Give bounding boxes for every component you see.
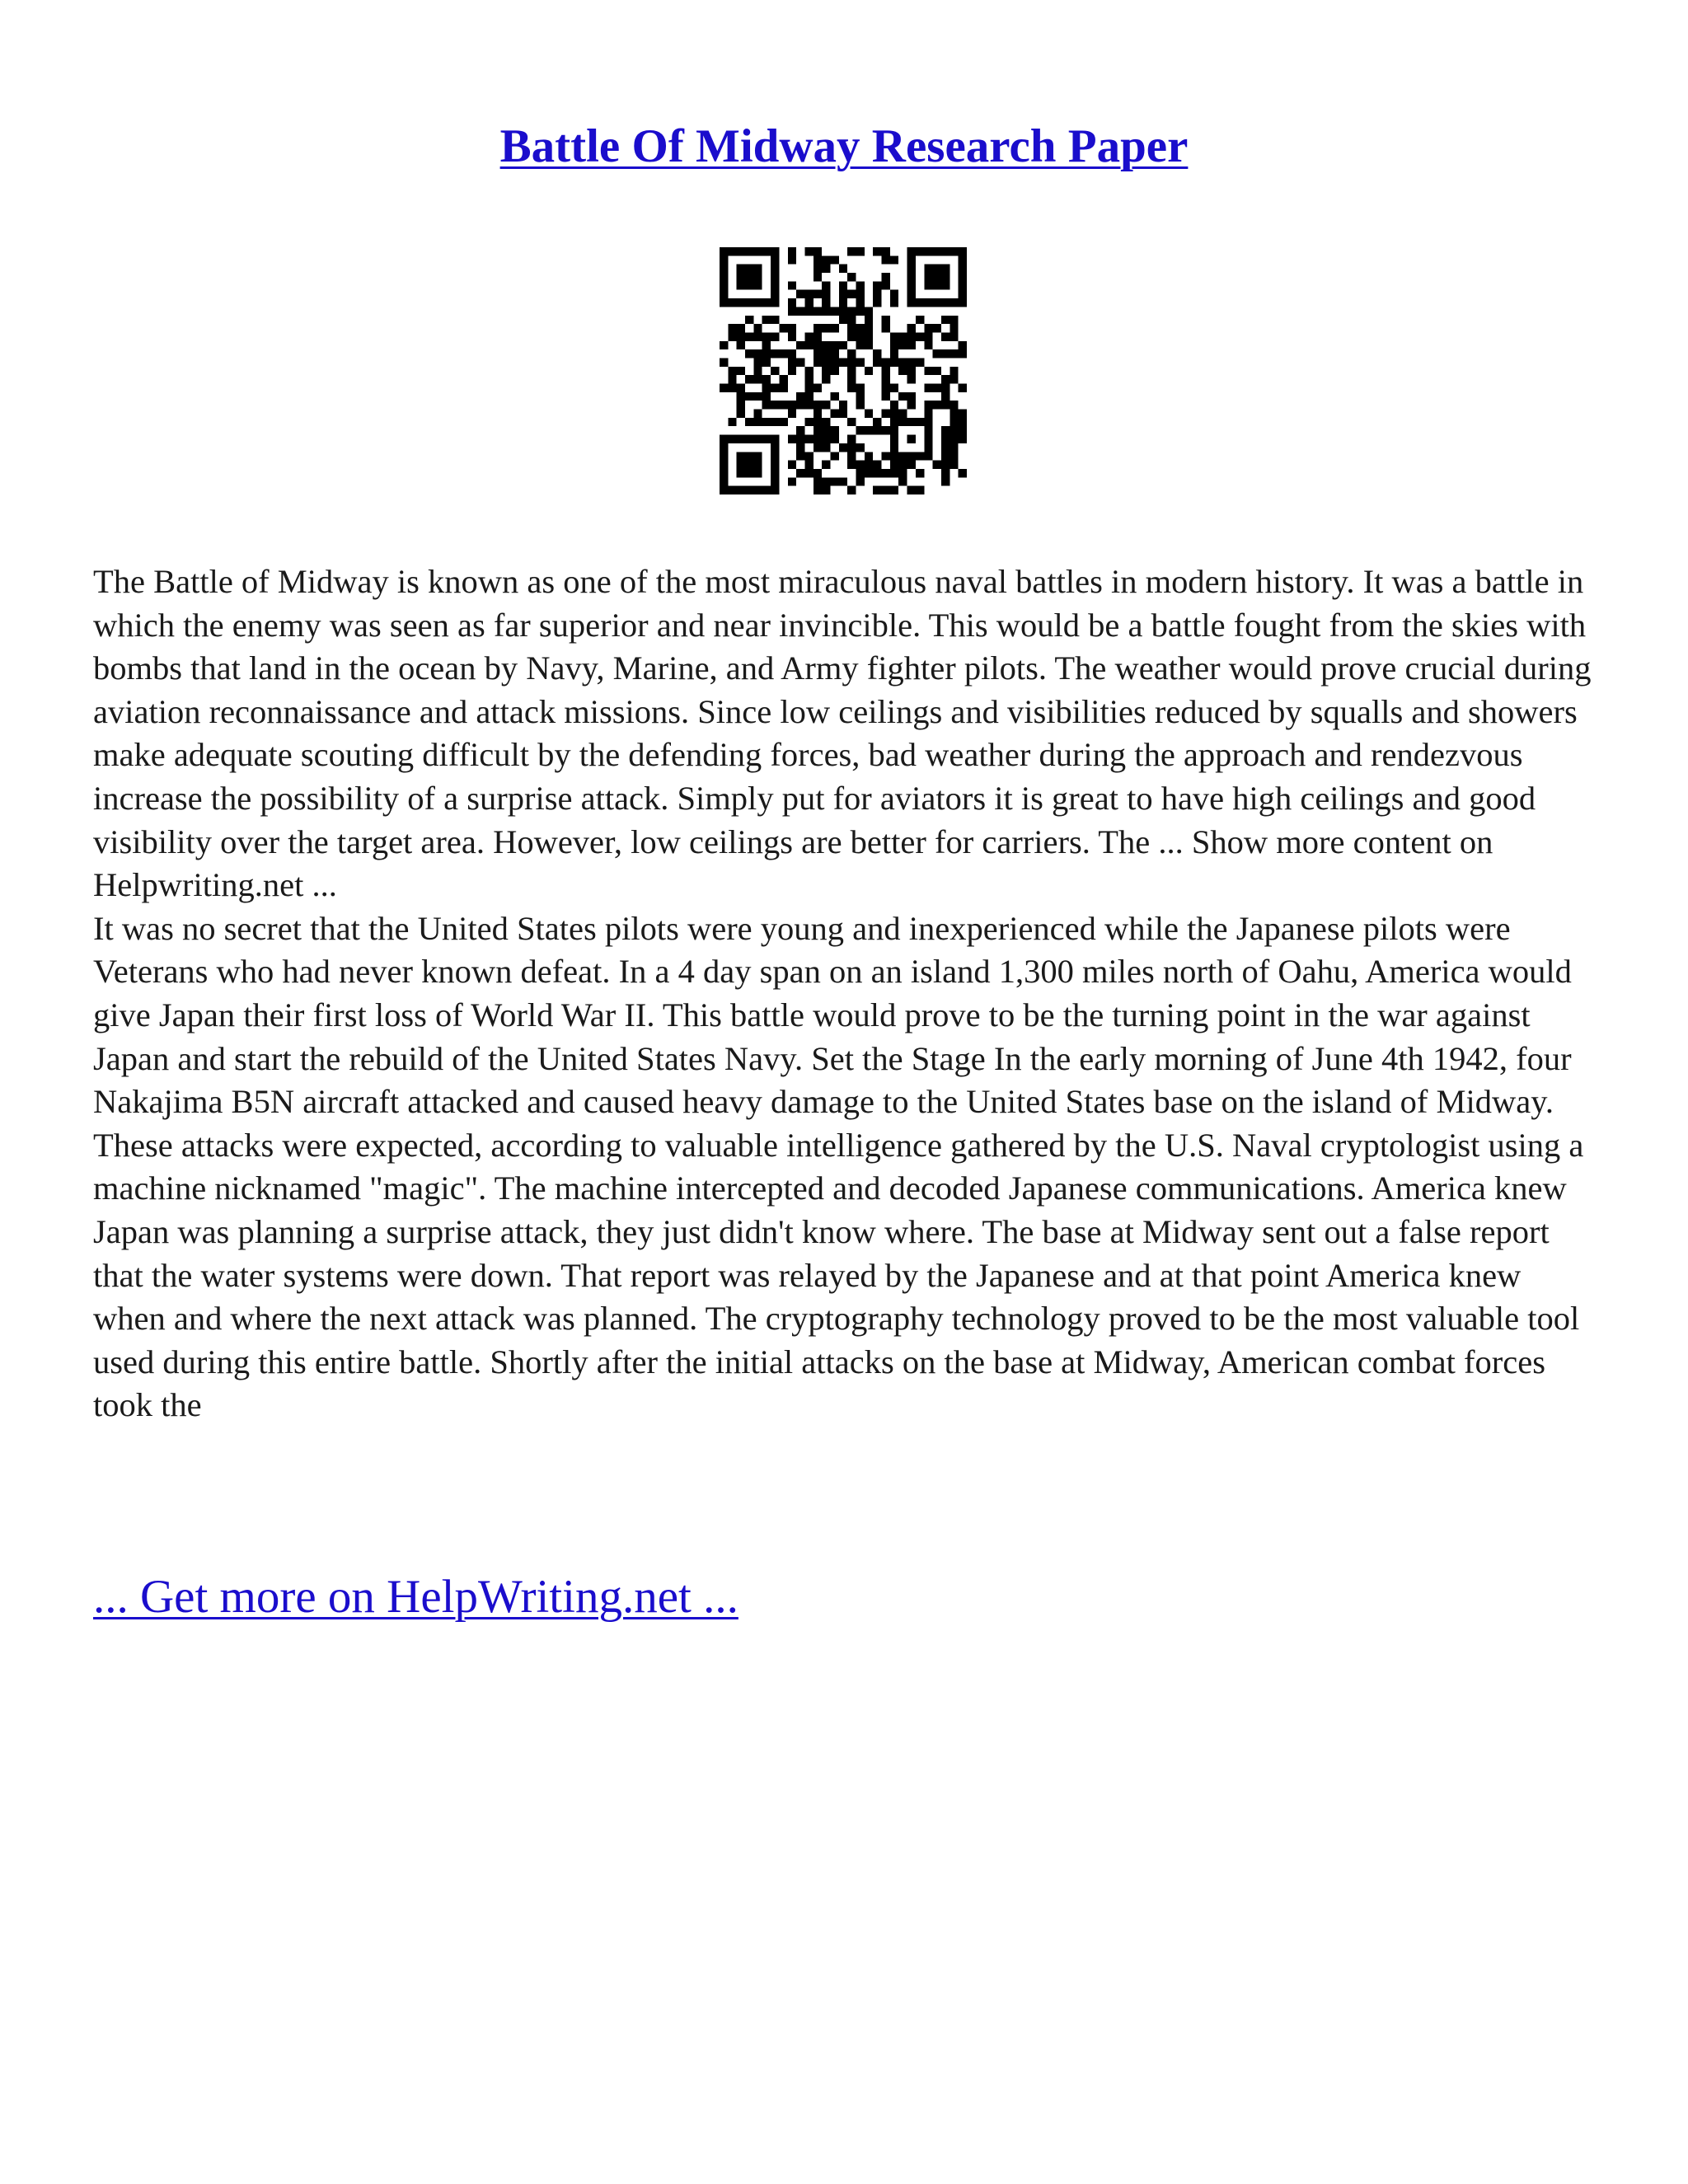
- qr-code-graphic: [720, 247, 967, 494]
- paragraph-1: The Battle of Midway is known as one of the most miraculous naval battles in modern history. It was a battle in which the enemy was seen as far superior and near invincible. This would be a battle fought from the skies with bombs that land in the ocean by Navy, Marine, and Army fighter pilots. The weather would prove crucial during aviation reconnaissance and attack missions. Since low ceilings and visibilities reduced by squalls and showers make adequate scouting difficult by the defending forces, bad weather during the approach and rendezvous increase the possibility of a surprise attack. Simply put for aviators it is great to have high ceilings and good visibility over the target area. However, low ceilings are better for carriers. The ... Show more content on Helpwriting.net ...: [93, 563, 1592, 904]
- get-more-link[interactable]: ... Get more on HelpWriting.net ...: [93, 1571, 738, 1623]
- article-body: [93, 560, 1601, 1427]
- page-title: [0, 114, 1688, 180]
- paragraph-2: It was no secret that the United States pilots were young and inexperienced while the Japanese pilots were Veterans who had never known defeat. In a 4 day span on an island 1,300 miles north of Oahu, America would give Japan their first loss of World War II. This battle would prove to be the turning point in the war against Japan and start the rebuild of the United States Navy. Set the Stage In the early morning of June 4th 1942, four Nakajima B5N aircraft attacked and caused heavy damage to the United States base on the island of Midway. These attacks were expected, according to valuable intelligence gathered by the U.S. Naval cryptologist using a machine nicknamed "magic". The machine intercepted and decoded Japanese communications. America knew Japan was planning a surprise attack, they just didn't know where. The base at Midway sent out a false report that the water systems were down. That report was relayed by the Japanese and at that point America knew when and where the next attack was planned. The cryptography technology proved to be the most valuable tool used during this entire battle. Shortly after the initial attacks on the base at Midway, American combat forces took the: [93, 909, 1584, 1424]
- title-link[interactable]: Battle Of Midway Research Paper: [499, 120, 1189, 172]
- get-more-link-wrap: [93, 1564, 738, 1630]
- qr-code-icon: [720, 247, 967, 494]
